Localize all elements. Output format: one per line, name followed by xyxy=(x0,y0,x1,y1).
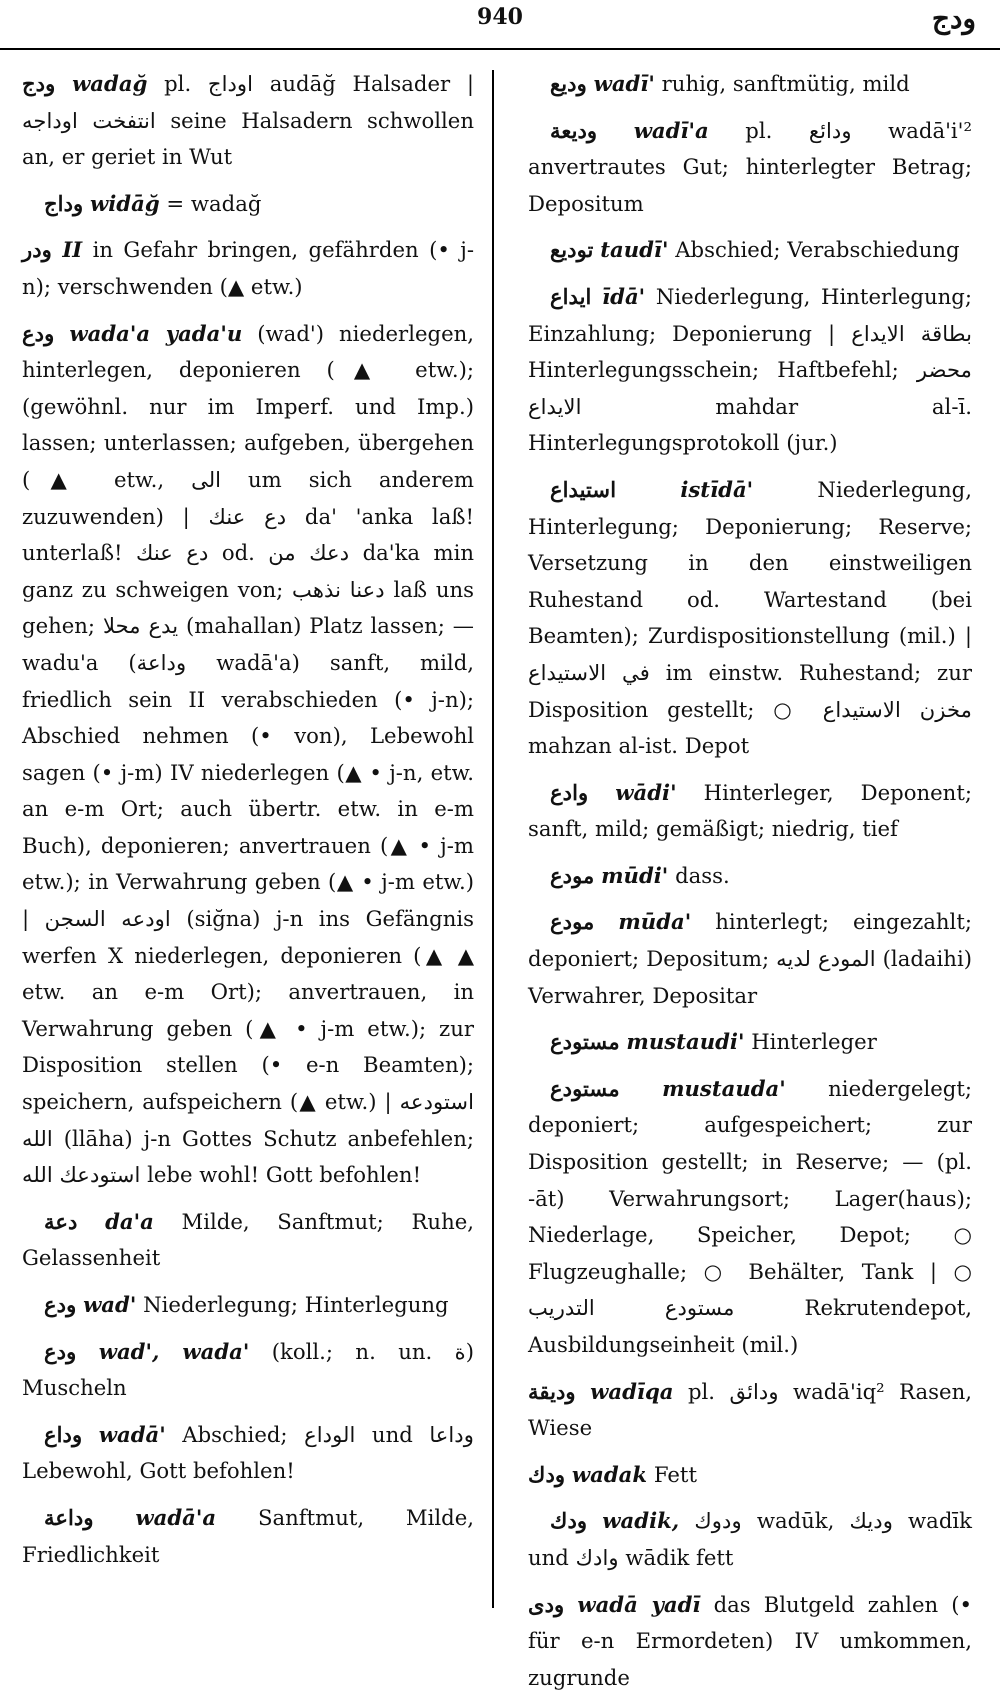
entry-transliteration: taudī' xyxy=(600,237,669,263)
entry-definition: Milde, Sanftmut; Ruhe, Gelassenheit xyxy=(22,1208,474,1271)
entry-definition: Niederlegung, Hinterlegung; Deponierung; Reserve; Versetzung in den einstweiligen Ruhestand od. Wartestand (bei Beamten); Zurdispositionstellung (mil.) | في الاستيداع im einstw. Ruhestand; zur Disposition gestellt; ○ مخزن الاستيداع mahzan al-ist. Depot xyxy=(528,476,972,759)
entry-definition: Abschied; Verabschiedung xyxy=(675,237,960,263)
entry-definition: ودوك wadūk, وديك wadīk und وادك wādik fett xyxy=(528,1508,972,1570)
dictionary-entry xyxy=(528,1457,972,1494)
dictionary-entry xyxy=(528,1587,972,1697)
entry-arabic-headword: ودع xyxy=(44,1338,77,1364)
entry-arabic-headword: وديعة xyxy=(550,117,598,143)
dictionary-entry xyxy=(528,66,972,103)
dictionary-entry xyxy=(22,1417,474,1490)
entry-arabic-headword: مودع xyxy=(550,862,595,888)
entry-arabic-headword: وداع xyxy=(44,1421,83,1447)
dictionary-entry xyxy=(528,904,972,1014)
entry-transliteration: wādi' xyxy=(615,779,677,805)
entry-arabic-headword: دعة xyxy=(44,1208,78,1234)
entry-transliteration: mustauda' xyxy=(662,1075,786,1101)
entry-definition: Sanftmut, Milde, Friedlichkeit xyxy=(22,1504,474,1567)
entry-arabic-headword: ودك xyxy=(528,1461,566,1487)
entry-arabic-headword: توديع xyxy=(550,237,594,263)
dictionary-entry xyxy=(22,316,474,1194)
entry-definition: das Blutgeld zahlen (• für e-n Ermordeten) IV umkommen, zugrunde xyxy=(528,1591,972,1690)
entry-arabic-headword: وديقة xyxy=(528,1378,576,1404)
entry-arabic-headword: استيداع xyxy=(550,476,617,502)
entry-arabic-headword: ودر xyxy=(22,237,52,263)
entry-arabic-headword: ودك xyxy=(550,1508,588,1534)
entry-definition: Abschied; الوداع und وداعا Lebewohl, Gott befohlen! xyxy=(22,1421,474,1484)
dictionary-entry xyxy=(528,113,972,223)
dictionary-entry xyxy=(22,1334,474,1407)
page-header xyxy=(0,0,1000,40)
dictionary-entry xyxy=(528,472,972,765)
entry-transliteration: widāğ xyxy=(89,190,160,216)
entry-transliteration: wadak xyxy=(571,1461,648,1487)
entry-arabic-headword: ودى xyxy=(528,1591,565,1617)
dictionary-entry xyxy=(528,1071,972,1364)
entry-transliteration: īdā' xyxy=(602,283,646,309)
entry-transliteration: wadā yadī xyxy=(577,1591,701,1617)
entry-definition: Fett xyxy=(653,1461,697,1487)
entry-transliteration: wadīqa xyxy=(590,1378,674,1404)
dictionary-entry xyxy=(528,1024,972,1061)
entry-transliteration: istīdā' xyxy=(680,476,754,502)
entry-definition: hinterlegt; eingezahlt; deponiert; Depositum; المودع لديه (ladaihi) Verwahrer, Depositar xyxy=(528,909,972,1008)
entry-transliteration: mustaudi' xyxy=(626,1029,745,1055)
entry-arabic-headword: مستودع xyxy=(550,1075,620,1101)
entry-definition: niedergelegt; deponiert; aufgespeichert; zur Disposition gestellt; in Reserve; — (pl. -āt) Verwahrungsort; Lager(haus); Niederlage, Speicher, Depot; ○ Flugzeughalle; ○ Behälter, Tank | ○ مستودع التدريب Rekrutendepot, Ausbildungseinheit (mil.) xyxy=(528,1075,972,1357)
entry-arabic-headword: وادع xyxy=(550,779,589,805)
dictionary-entry xyxy=(22,1204,474,1277)
dictionary-entry xyxy=(22,1287,474,1324)
entry-definition: pl. ودائق wadā'iq² Rasen, Wiese xyxy=(528,1378,972,1441)
entry-arabic-headword: ودع xyxy=(44,1292,77,1317)
entry-arabic-headword: وديع xyxy=(550,71,587,96)
column-divider xyxy=(492,70,494,1608)
entry-definition: pl. اوداج audāğ Halsader | انتفخت اوداجه seine Halsadern schwollen an, er geriet in Wut xyxy=(22,71,474,170)
dictionary-entry xyxy=(22,232,474,305)
entry-definition: pl. ودائع wadā'i'² anvertrautes Gut; hinterlegter Betrag; Depositum xyxy=(528,117,972,216)
entry-definition: Hinterleger xyxy=(751,1029,877,1055)
dictionary-entry xyxy=(528,1374,972,1447)
entry-definition: ruhig, sanftmütig, mild xyxy=(661,71,910,96)
entry-definition: (koll.; n. un. ة) Muscheln xyxy=(22,1338,474,1401)
entry-transliteration: wadik, xyxy=(602,1508,680,1534)
entry-transliteration: wadā'a xyxy=(135,1504,217,1530)
entry-transliteration: II xyxy=(62,237,83,263)
dictionary-entry xyxy=(528,279,972,462)
entry-definition: Niederlegung; Hinterlegung xyxy=(143,1292,449,1317)
entry-arabic-headword: ايداع xyxy=(550,283,592,309)
entry-arabic-headword: مستودع xyxy=(550,1029,620,1055)
entry-arabic-headword: ودع xyxy=(22,320,55,346)
dictionary-entry xyxy=(528,1503,972,1576)
dictionary-entry xyxy=(528,232,972,269)
dictionary-entry xyxy=(22,186,474,223)
entry-definition: Hinterleger, Deponent; sanft, mild; gemäßigt; niedrig, tief xyxy=(528,779,972,842)
right-column xyxy=(528,66,972,1706)
entry-transliteration: wadī' xyxy=(593,71,655,96)
entry-transliteration: mūdi' xyxy=(601,862,669,888)
entry-transliteration: wadağ xyxy=(72,71,148,96)
entry-transliteration: wadā' xyxy=(98,1421,166,1447)
entry-transliteration: wada'a yada'u xyxy=(69,320,243,346)
entry-definition: Niederlegung, Hinterlegung; Einzahlung; Deponierung | بطاقة الايداع Hinterlegungsschein; Haftbefehl; محضر الايداع mahdar al-ī. Hinterlegungsprotokoll (jur.) xyxy=(528,283,972,456)
dictionary-entry xyxy=(22,1500,474,1573)
entry-arabic-headword: مودع xyxy=(550,909,595,935)
entry-definition: = wadağ xyxy=(166,190,262,216)
entry-transliteration: da'a xyxy=(105,1208,154,1234)
entry-definition: in Gefahr bringen, gefährden (• j-n); verschwenden (▲ etw.) xyxy=(22,237,474,299)
dictionary-entry xyxy=(528,775,972,848)
entry-arabic-headword: ودج xyxy=(22,71,56,96)
dictionary-entry xyxy=(528,858,972,895)
entry-transliteration: mūda' xyxy=(618,909,692,935)
entry-transliteration: wad', wada' xyxy=(98,1338,250,1364)
entry-transliteration: wad' xyxy=(83,1292,137,1317)
entry-arabic-headword: وداج xyxy=(44,190,84,216)
dictionary-entry xyxy=(22,66,474,176)
left-column xyxy=(22,66,474,1583)
entry-arabic-headword: وداعة xyxy=(44,1504,94,1530)
entry-definition: dass. xyxy=(675,862,730,888)
entry-definition: (wad') niederlegen, hinterlegen, deponieren (▲ etw.); (gewöhnl. nur im Imperf. und Imp.) lassen; unterlassen; aufgeben, übergehen (▲ etw., الى um sich anderem zuzuwenden) | دع عنك da' 'anka laß! unterlaß! دع عنك od. دعك من da'ka min ganz zu schweigen von; دعنا نذهب laß uns gehen; يدع محلا (mahallan) Platz lassen; — wadu'a (وداعة wadā'a) sanft, mild, friedlich sein II verabschieden (• j-n); Abschied nehmen (• von), Lebewohl sagen (• j-m) IV niederlegen (▲ • j-n, etw. an e-m Ort; auch übertr. etw. in e-m Buch), deponieren; anvertrauen (▲ • j-m etw.); in Verwahrung geben (▲ • j-m etw.) | اودعه السجن (siğna) j-n ins Gefängnis werfen X niederlegen, deponieren (▲ ▲ etw. an e-m Ort); anvertrauen, in Verwahrung geben (▲ • j-m etw.); zur Disposition stellen (• e-n Beamten); speichern, aufspeichern (▲ etw.) | استودعه الله (llāha) j-n Gottes Schutz anbefehlen; استودعك الله lebe wohl! Gott befohlen! xyxy=(22,320,475,1188)
entry-transliteration: wadī'a xyxy=(633,117,709,143)
page-number: 940 xyxy=(477,4,523,30)
running-head-word: ودج xyxy=(931,2,976,35)
header-rule xyxy=(0,48,1000,50)
